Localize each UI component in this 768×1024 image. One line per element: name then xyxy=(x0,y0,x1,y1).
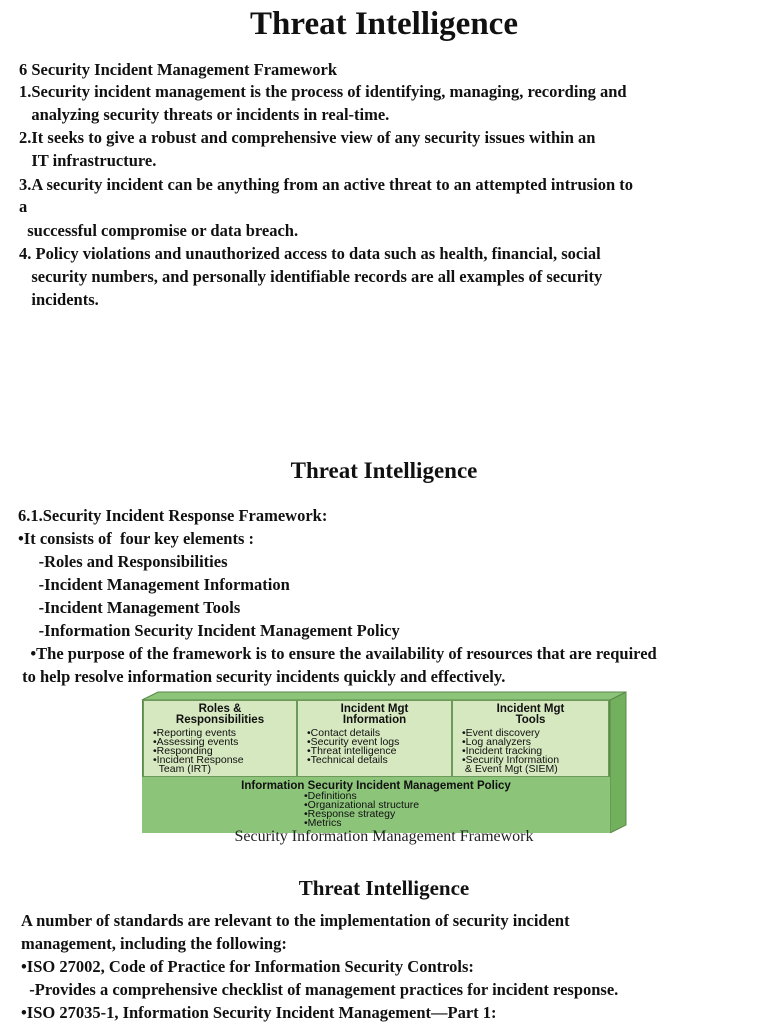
slide1-line: 1.Security incident management is the process of identifying, managing, recording and xyxy=(19,82,627,101)
mgt-tools-item: & Event Mgt (SIEM) xyxy=(462,763,558,775)
slide1-line: 2.It seeks to give a robust and comprehensive view of any security issues within an xyxy=(19,128,596,147)
slide1-line: 3.A security incident can be anything from an active threat to an attempted intrusion to xyxy=(19,175,633,194)
slide1-line: 4. Policy violations and unauthorized access to data such as health, financial, social xyxy=(19,244,601,263)
slide1-heading: 6 Security Incident Management Framework xyxy=(19,60,338,79)
slide3-line: A number of standards are relevant to the implementation of security incident xyxy=(21,911,570,930)
mgt-info-item: •Threat intelligence xyxy=(307,745,397,757)
mgt-tools-item: •Log analyzers xyxy=(462,736,532,748)
diagram-caption: Security Information Management Framework xyxy=(234,828,534,845)
slide1-line: IT infrastructure. xyxy=(19,151,157,170)
slide2-line: •It consists of four key elements : xyxy=(18,529,254,548)
slide3-line: •ISO 27002, Code of Practice for Information Security Controls: xyxy=(21,957,474,976)
slide3-line: management, including the following: xyxy=(21,934,287,953)
roles-cell xyxy=(143,700,297,777)
mgt-tools-item: •Security Information xyxy=(462,754,560,766)
policy-band xyxy=(142,777,610,833)
mgt-info-item: •Technical details xyxy=(307,754,388,766)
roles-item: •Assessing events xyxy=(153,736,239,748)
mgt-info-item: •Security event logs xyxy=(307,736,400,748)
policy-item: •Metrics xyxy=(304,817,342,829)
policy-item: •Response strategy xyxy=(304,808,396,820)
roles-item: Team (IRT) xyxy=(153,763,211,775)
slide1-title: Threat Intelligence xyxy=(250,6,518,42)
slide1-line: security numbers, and personally identifiable records are all examples of security xyxy=(19,267,603,286)
slide2-line: -Incident Management Information xyxy=(18,575,290,594)
slide1-line: incidents. xyxy=(19,290,99,309)
mgt-tools-cell xyxy=(452,700,609,777)
mgt-info-item: •Contact details xyxy=(307,727,381,739)
slide1-line: a xyxy=(19,197,28,216)
slide3-line: •ISO 27035-1, Information Security Incident Management—Part 1: xyxy=(21,1003,497,1022)
framework-diagram xyxy=(140,691,628,833)
slide2-line: -Roles and Responsibilities xyxy=(18,552,228,571)
roles-title: Roles & Responsibilities xyxy=(175,703,265,726)
slide3-line: -Provides a comprehensive checklist of management practices for incident response. xyxy=(21,980,619,999)
roles-item: •Incident Response xyxy=(153,754,244,766)
slide1-line: successful compromise or data breach. xyxy=(19,221,299,240)
policy-item: •Definitions xyxy=(304,790,357,802)
slide2-line: •The purpose of the framework is to ensure the availability of resources that are required xyxy=(18,644,657,663)
mgt-tools-item: •Incident tracking xyxy=(462,745,543,757)
mgt-info-cell xyxy=(297,700,452,777)
roles-item: •Responding xyxy=(153,745,213,757)
mgt-tools-item: •Event discovery xyxy=(462,727,540,739)
slide1-line: analyzing security threats or incidents in real-time. xyxy=(19,105,390,124)
roles-item: •Reporting events xyxy=(153,727,237,739)
slide2-line: -Incident Management Tools xyxy=(18,598,241,617)
slide2-heading: 6.1.Security Incident Response Framework: xyxy=(18,506,328,525)
mgt-tools-title: Incident Mgt Tools xyxy=(496,703,565,726)
policy-title: Information Security Incident Management Policy xyxy=(241,780,511,792)
slide2-line: -Information Security Incident Management Policy xyxy=(18,621,400,640)
slide2-line: to help resolve information security incidents quickly and effectively. xyxy=(18,667,506,686)
slide2-title: Threat Intelligence xyxy=(290,458,478,483)
mgt-info-title: Incident Mgt Information xyxy=(340,703,409,726)
policy-item: •Organizational structure xyxy=(304,799,420,811)
slide3-title: Threat Intelligence xyxy=(298,876,470,900)
